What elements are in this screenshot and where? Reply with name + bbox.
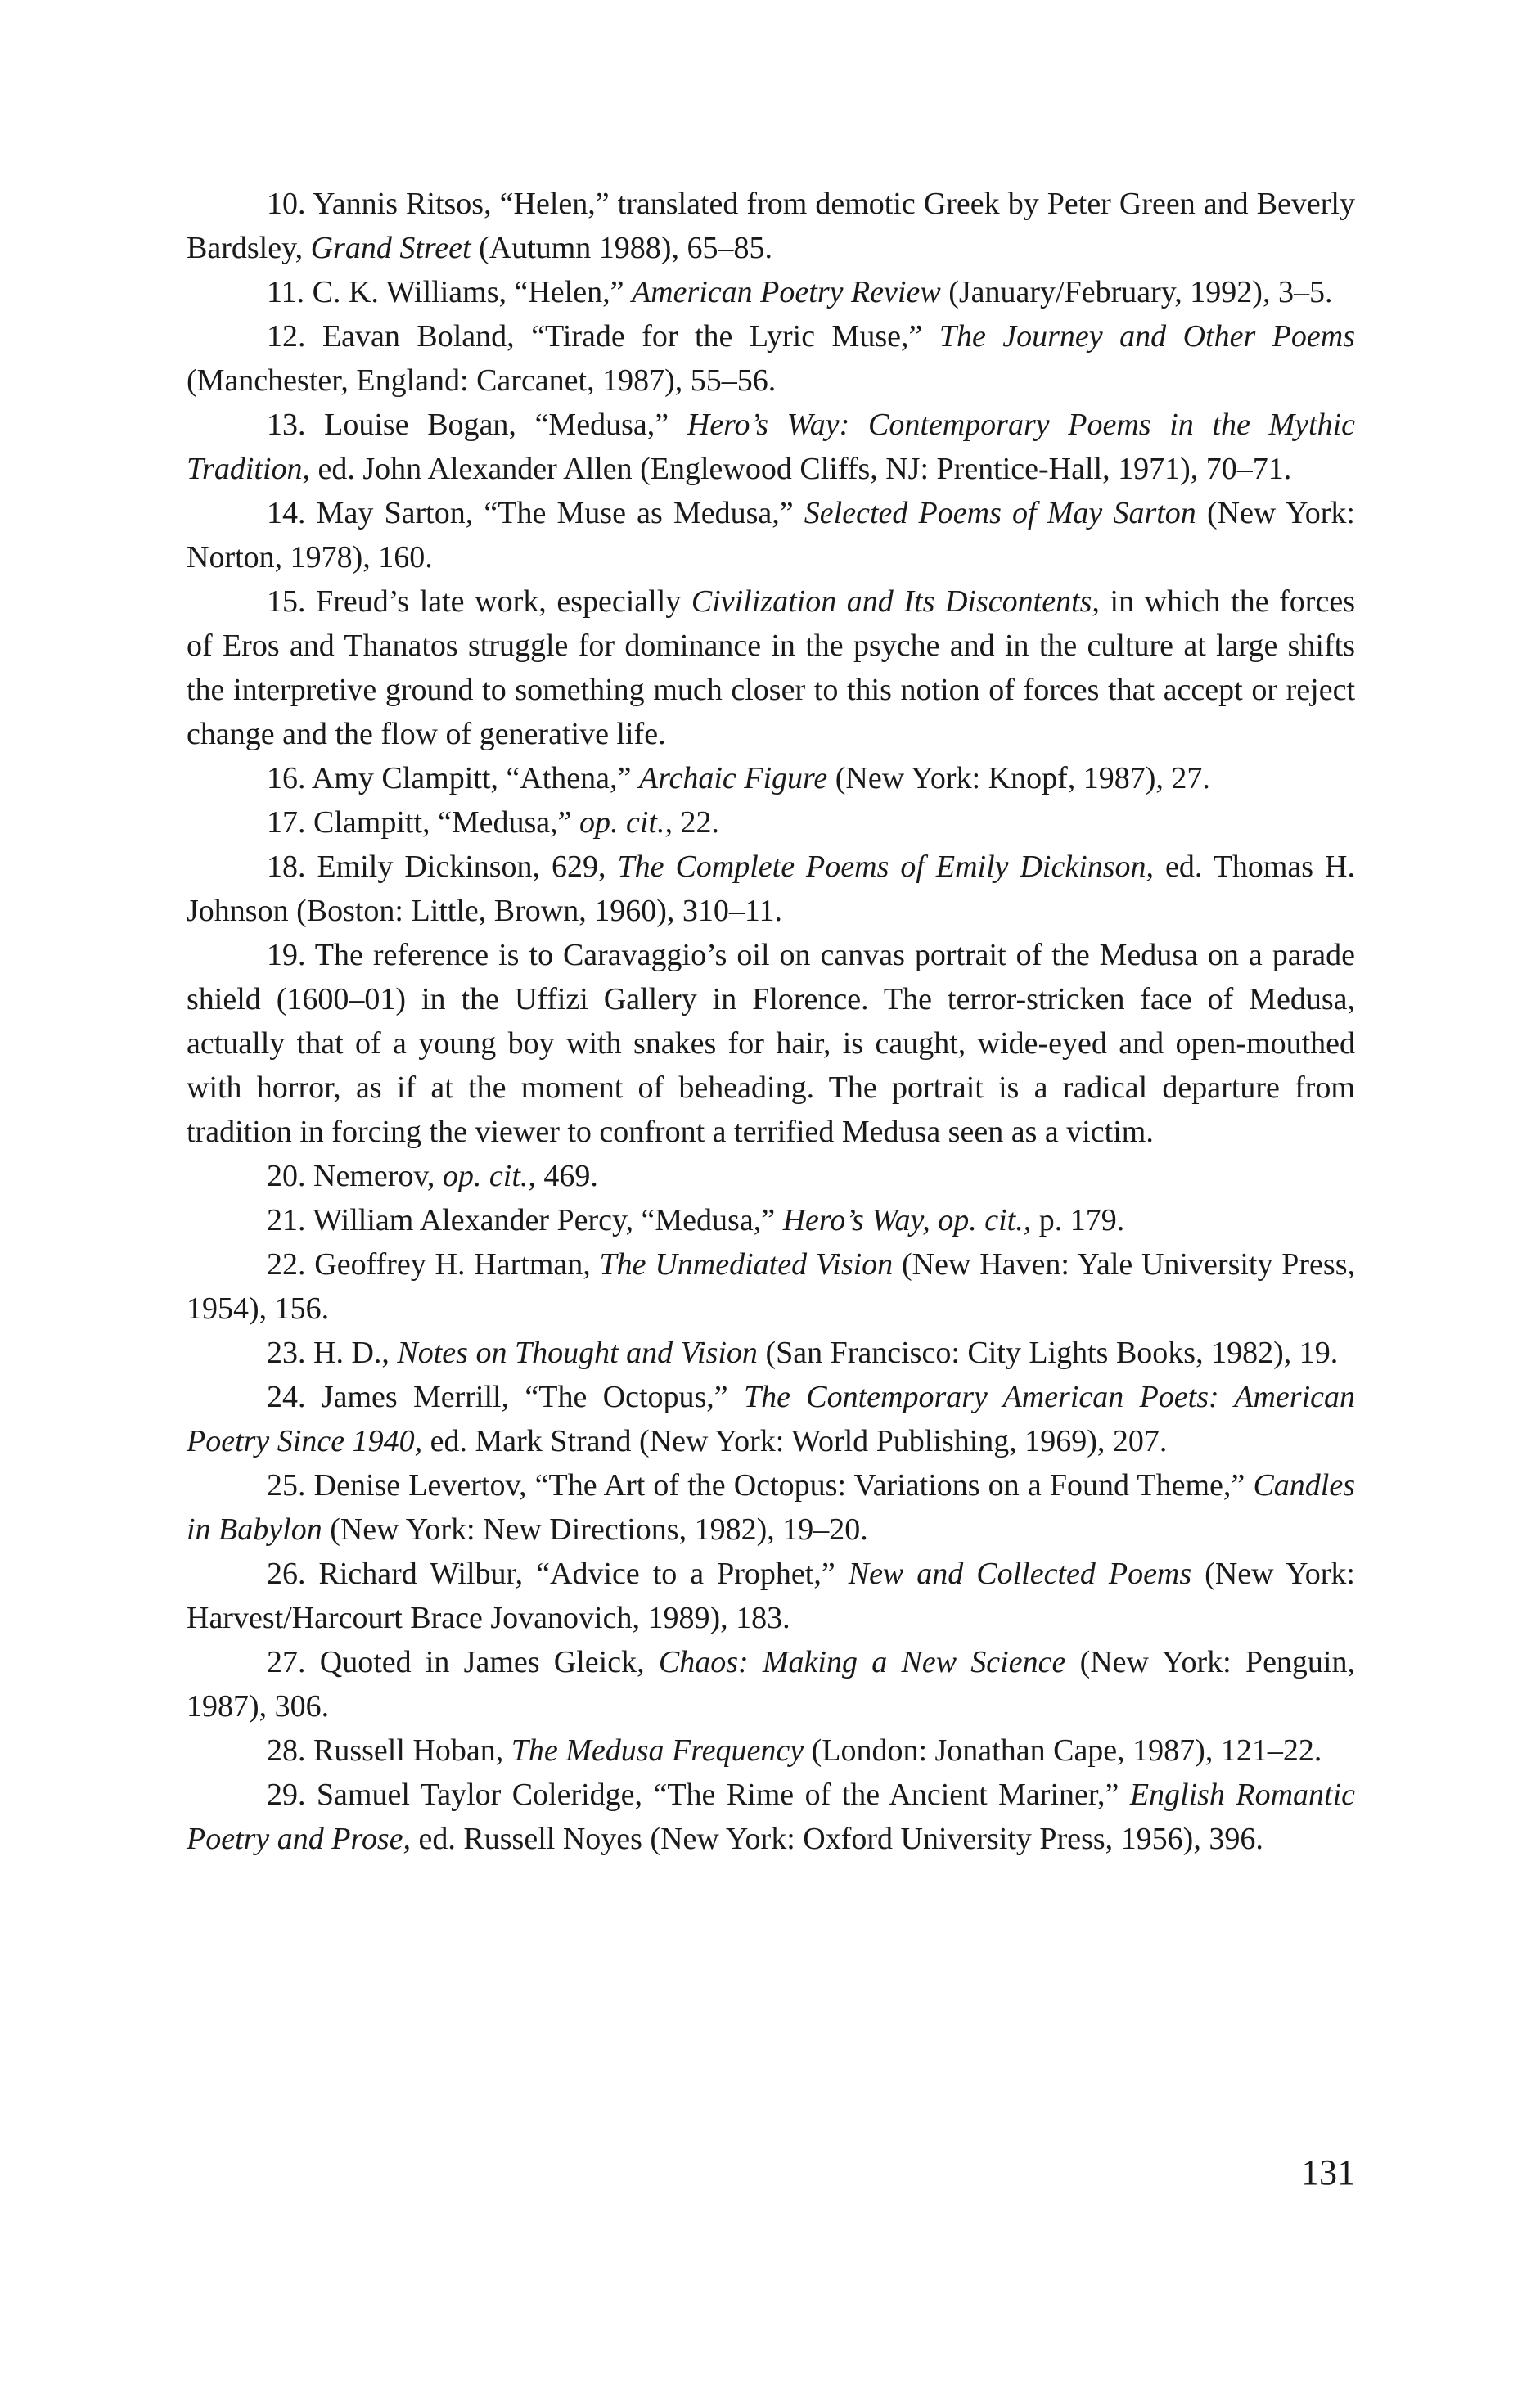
endnote-title-italic: Civilization and Its Discontents, [691,584,1100,619]
endnote-text: (New York: New Directions, 1982), 19–20. [322,1512,868,1547]
endnote-text: 22. [673,805,720,840]
endnote-text: Russell Hoban, [305,1733,511,1768]
endnote-text: Samuel Taylor Coleridge, “The Rime of the Ancient Mariner,” [305,1778,1130,1812]
endnote-text: C. K. Williams, “Helen,” [304,275,632,309]
endnote-text: (New York: Norton, 1978), 160. [187,496,1355,575]
endnote-number: 17. [267,805,306,840]
endnote-text: in which the forces of Eros and Thanatos struggle for dominance in the psyche and in the culture at large shifts the interpretive ground to something much closer to this notion of forces that accept or reject change and the flow of generative life. [187,584,1355,751]
endnote-title-italic: New and Collected Poems [848,1557,1192,1591]
endnote [187,1728,1355,1773]
endnote-text: Amy Clampitt, “Athena,” [305,761,639,795]
endnote-text: (New York: Knopf, 1987), 27. [827,761,1210,795]
endnote-text: Denise Levertov, “The Art of the Octopus: Variations on a Found Theme,” [305,1468,1254,1503]
endnote-number: 21. [267,1203,306,1237]
endnote-text: Louise Bogan, “Medusa,” [305,408,687,442]
endnote [187,270,1355,314]
endnote-title-italic: op. cit., [442,1159,536,1193]
endnote-number: 23. [267,1336,306,1370]
endnote-title-italic: The Contemporary American Poets: American Poetry Since 1940, [187,1380,1355,1458]
endnote-text: 469. [535,1159,598,1193]
endnote [187,1463,1355,1552]
endnote-text: Yannis Ritsos, “Helen,” translated from demotic Greek by Peter Green and Beverly Bardsley, [187,187,1355,265]
endnote [187,1198,1355,1242]
endnote [187,1640,1355,1728]
endnote-text: ed. Russell Noyes (New York: Oxford University Press, 1956), 396. [411,1822,1263,1856]
endnote-number: 13. [267,408,306,442]
endnote-title-italic: English Romantic Poetry and Prose, [187,1778,1355,1856]
endnote-text: H. D., [305,1336,398,1370]
endnote [187,933,1355,1154]
endnote-text: ed. John Alexander Allen (Englewood Cliffs, NJ: Prentice-Hall, 1971), 70–71. [310,452,1292,486]
endnote-number: 28. [267,1733,306,1768]
endnote-number: 29. [267,1778,306,1812]
endnote-text: (Manchester, England: Carcanet, 1987), 55–56. [187,363,777,398]
endnote-text: ed. Thomas H. Johnson (Boston: Little, Brown, 1960), 310–11. [187,849,1355,928]
endnote-text: (Autumn 1988), 65–85. [471,231,772,265]
endnote-number: 25. [267,1468,306,1503]
endnote-text: Freud’s late work, especially [305,584,691,619]
endnote-number: 16. [267,761,306,795]
endnote-number: 12. [267,319,306,354]
endnote-number: 24. [267,1380,306,1414]
endnote-number: 14. [267,496,306,530]
endnote [187,845,1355,933]
endnote-text: May Sarton, “The Muse as Medusa,” [305,496,804,530]
endnote [187,403,1355,491]
endnote-text: Quoted in James Gleick, [305,1645,659,1679]
endnote [187,1331,1355,1375]
endnote-title-italic: American Poetry Review [631,275,941,309]
endnote-text: Emily Dickinson, 629, [305,849,618,884]
endnote [187,756,1355,800]
endnote-number: 22. [267,1247,306,1282]
endnote-text: Nemerov, [305,1159,443,1193]
endnotes-list [187,182,1355,1861]
endnote [187,1552,1355,1640]
endnote-title-italic: Hero’s Way, op. cit., [782,1203,1032,1237]
endnote-text: ed. Mark Strand (New York: World Publishing, 1969), 207. [422,1424,1168,1458]
endnote [187,491,1355,579]
endnote-number: 20. [267,1159,306,1193]
page-number: 131 [1301,2152,1355,2192]
endnote-title-italic: Chaos: Making a New Science [658,1645,1066,1679]
endnote-text: (New Haven: Yale University Press, 1954), 156. [187,1247,1356,1326]
endnote [187,182,1355,270]
endnote-text: Clampitt, “Medusa,” [305,805,580,840]
endnote [187,579,1355,756]
endnote [187,1375,1355,1463]
endnote [187,1154,1355,1198]
endnote-number: 18. [267,849,306,884]
endnote-text: Richard Wilbur, “Advice to a Prophet,” [305,1557,849,1591]
endnote-text: Geoffrey H. Hartman, [305,1247,600,1282]
endnote-title-italic: The Unmediated Vision [599,1247,894,1282]
endnote-text: p. 179. [1031,1203,1125,1237]
endnote-title-italic: op. cit., [579,805,673,840]
endnote-title-italic: Selected Poems of May Sarton [804,496,1196,530]
endnote-number: 26. [267,1557,306,1591]
endnote-title-italic: Archaic Figure [638,761,828,795]
endnote-number: 15. [267,584,306,619]
endnote-text: (January/February, 1992), 3–5. [940,275,1333,309]
endnote-number: 10. [267,187,306,221]
endnote-title-italic: Hero’s Way: Contemporary Poems in the Mythic Tradition, [187,408,1355,486]
endnote-number: 19. [267,938,306,972]
endnote-number: 27. [267,1645,306,1679]
endnote-text: The reference is to Caravaggio’s oil on canvas portrait of the Medusa on a parade shield (1600–01) in the Uffizi Gallery in Florence. The terror-stricken face of Medusa, actually that of a young boy with snakes for hair, is caught, wide-eyed and open-mouthed with horror, as if at the moment of beheading. The portrait is a radical departure from tradition in forcing the viewer to confront a terrified Medusa seen as a victim. [187,938,1355,1149]
endnote-text: James Merrill, “The Octopus,” [305,1380,744,1414]
endnote [187,1242,1355,1331]
endnote-text: (New York: Harvest/Harcourt Brace Jovanovich, 1989), 183. [187,1557,1355,1635]
endnote-title-italic: The Complete Poems of Emily Dickinson, [617,849,1155,884]
endnote-text: William Alexander Percy, “Medusa,” [305,1203,783,1237]
endnote-title-italic: Grand Street [310,231,471,265]
endnote [187,800,1355,845]
endnote-text: (London: Jonathan Cape, 1987), 121–22. [804,1733,1322,1768]
endnote-title-italic: Candles in Babylon [187,1468,1355,1547]
endnote-text: (New York: Penguin, 1987), 306. [187,1645,1355,1724]
endnote-text: Eavan Boland, “Tirade for the Lyric Muse,” [305,319,939,354]
endnote [187,314,1355,403]
endnote-number: 11. [267,275,305,309]
endnote-title-italic: The Medusa Frequency [511,1733,804,1768]
endnote-title-italic: Notes on Thought and Vision [397,1336,758,1370]
endnote-title-italic: The Journey and Other Poems [939,319,1355,354]
endnote-text: (San Francisco: City Lights Books, 1982), 19. [757,1336,1339,1370]
endnote [187,1773,1355,1861]
